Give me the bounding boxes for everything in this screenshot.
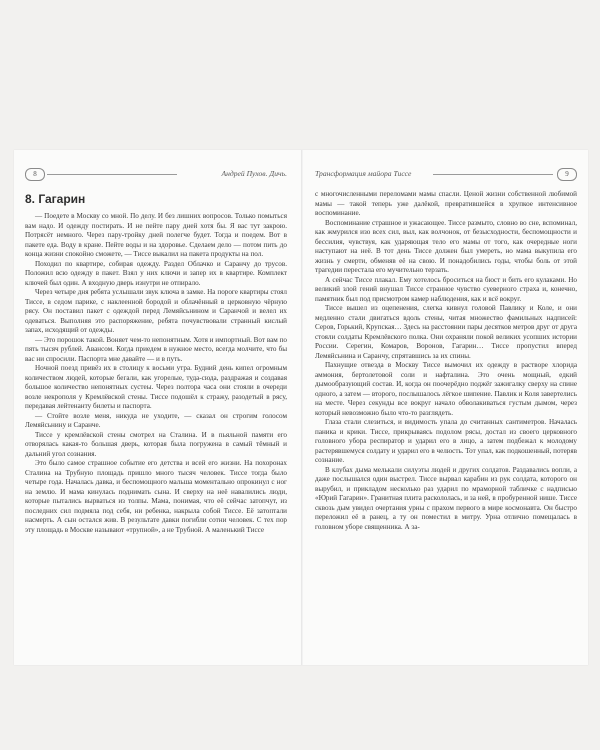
- paragraph: В клубах дыма мелькали силуэты людей и других солдатов. Раздавались вопли, а даже послышался один выстрел. Тиссе вырвал карабин из рук солдата, которого он вырубил, и прикладом несколько раз ударил по мраморной табличке с надписью «Юрий Гагарин». Гранитная плита раскололась, и за ней, в пробуренной нише. Тиссе сквозь дым увидел очертания урны с прахом первого в мире космонавта. Он быстро переложил её в ранец, а ту он поместил в митру. Урна отлично помещалась в головном уборе священника. А за-: [315, 465, 577, 531]
- book-fold: [301, 150, 303, 665]
- left-page-text: [25, 212, 287, 535]
- right-page-number: 9: [557, 168, 577, 181]
- paragraph: Походил по квартире, собирая одежду. Раздел Облачко и Саранчу до трусов. Положил всю одежду в пакет. Взял у них ключи и запер их в квартире. Комплект ключей был один. А входную дверь изнутри не отпирало.: [25, 259, 287, 287]
- right-page: [315, 150, 577, 665]
- paragraph: Воспоминание страшное и ужасающее. Тиссе размыто, словно во сне, вспоминал, как жмурился изо всех сил, выл, как волчонок, от безысходности, беспомощности и бессилия, чувствуя, как ударяющая тело его мамы от того, как очередные ноги наступают на неё. В тот день Тиссе должен был умереть, но мама выкупила его жизнь у смерти, обменяв её на свою. И понадобились годы, чтобы боль от этой трагедии перестала его мучительно терзать.: [315, 218, 577, 274]
- left-running-header: [25, 166, 287, 184]
- paragraph: Через четыре дня ребята услышали звук ключа в замке. На пороге квартиры стоял Тиссе, в седом парике, с наклеенной бородой и облачённый в церковную чёрную рясу. Он поставил пакет с одеждой перед Лемяйсьнином и Саранчой и велел их одеваться. Выполняя это распоряжение, ребята почувствовали странный кислый запах, исходящий от одежды.: [25, 288, 287, 334]
- left-page-number: 8: [25, 168, 45, 181]
- paragraph: Ночной поезд привёз их в столицу к восьми утра. Будний день кипел огромным количеством людей, которые бегали, как угорелые, туда-сюда, раздражая и создавая большое количество непонятных сустеы. Через полтора часа они стояли в очереди возле некрополя у Кремлёвской стены. Тиссе подошёл к стражу, разодетый в рясу, передавая лейтенанту билеты и паспорта.: [25, 364, 287, 410]
- book-spread: [14, 150, 588, 665]
- paragraph: с многочисленными переломами мамы спасли. Ценой жизни собственной любимой мамы — такой теперь уже далёкой, превратившейся в хрупкое интенсивное воспоминание.: [315, 190, 577, 217]
- paragraph: — Это порошок такой. Воняет чем-то непонятным. Хотя и импортный. Вот вам по пять тысяч рублей. Авансом. Когда приедем в нужное место, всегда молчите, что бы вас ни спросили. Паспорта мне давайте — и в путь.: [25, 335, 287, 363]
- paragraph: Пахнущие отвезда в Москву Тиссе вымочил их одежду в растворе хлорида аммония, бертолетовой соли и нафталина. Это очень мощный, едкий дымообразующий состав. И, когда он поочерёдно поджёг зажигалку сверху на спине одного, а затем — второго, послышалось лёгкое шипение. Павлик и Коля завертелись на месте. Через секунды все вокруг начало обволакиваться густым дымом, через который невозможно было что-то разглядеть.: [315, 361, 577, 417]
- left-page: [25, 150, 287, 665]
- paragraph: Глаза стали слезиться, и видимость упала до считанных сантиметров. Началась паника и крики. Тиссе, прикрываясь подолом рясы, достал из своего церковного головного убора респиратор и ударил его в лицо, а затем подбежал к молодому растерявшемуся солдату и ударил его в челюсть. Тот упал, как подкошенный, потеряв сознание.: [315, 418, 577, 464]
- paragraph: Тиссе у кремлёвской стены смотрел на Сталина. И в пьяльной памяти его отворялась какая-то большая дверь, которая была погружена в самый тёмный и дальний угол сознания.: [25, 430, 287, 458]
- left-running-head: Андрей Пухов. Дичь.: [221, 169, 287, 178]
- paragraph: — Поедете в Москву со мной. По делу. И без лишних вопросов. Только помыться вам надо. И одежду постирать. И не пейте пару дней хотя бы. Я вас тут закрою. Потрясёт немного. Через пару-тройку дней полегче будет. Тогда и поедем. Вот в пакете еда. Воду в кране. Пейте воды и на здоровье. Сделаем дело — потом пить до конца жизни спокойно сможете, — Тиссе выкалил на пакета продукты на пол.: [25, 212, 287, 258]
- paragraph: А сейчас Тиссе плакал. Ему хотелось броситься на бюст и бить его кулаками. Но великий злой гений внушал Тиссе странное чувство суеверного страха и, конечно, памятник был под присмотром камер наблюдения, как и всё вокруг.: [315, 275, 577, 303]
- paragraph: — Стойте возле меня, никуда не уходите, — сказал он строгим голосом Лемяйсьнину и Саранче.: [25, 411, 287, 429]
- left-header-rule: [47, 174, 177, 175]
- right-header-rule: [433, 174, 553, 175]
- paragraph: Тиссе вышел из оцепенения, слегка кивнул головой Павлику и Коле, и они медленно стали двигаться вдоль стены, читая множество фамильных надписей: Серов, Горький, Крупская… Здесь на расстоянии пары десятков метров друг от друга стояли солдаты Кремлёвского полка. Они охраняли покой великих усопших истории России. Серегин, Комаров, Воронов, Гагарин… Тиссе пропустил вперед Лемяйсьнина и Саранчу, спрятавшись за их спины.: [315, 304, 577, 360]
- right-running-header: [315, 166, 577, 184]
- paragraph: Это было самое страшное событие его детства и всей его жизни. На похоронах Сталина на Трубную площадь пришло много тысяч человек. Тиссе тогда было четыре года. Началась давка, и беспомощного мальша моментально опрокинул с ног на землю. И мама кинулась поднимать сына. И сверху на неё навалились люди, которые пытались вырваться из толпы. Мама, понимая, что её сейчас затопчут, из последних сил подмяла под себя, ни ребенка, накрыла собой Тиссе. Её затоптали насмерть. А сын остался жив. В результате давки погибли сотни человек. С тех пор эту площадь в Москве называют «трупной», а не Трубной. А маленький Тиссе: [25, 459, 287, 534]
- right-page-text: [315, 190, 577, 532]
- right-running-head: Трансформация майора Тиссе: [315, 169, 412, 178]
- chapter-title: 8. Гагарин: [25, 192, 86, 206]
